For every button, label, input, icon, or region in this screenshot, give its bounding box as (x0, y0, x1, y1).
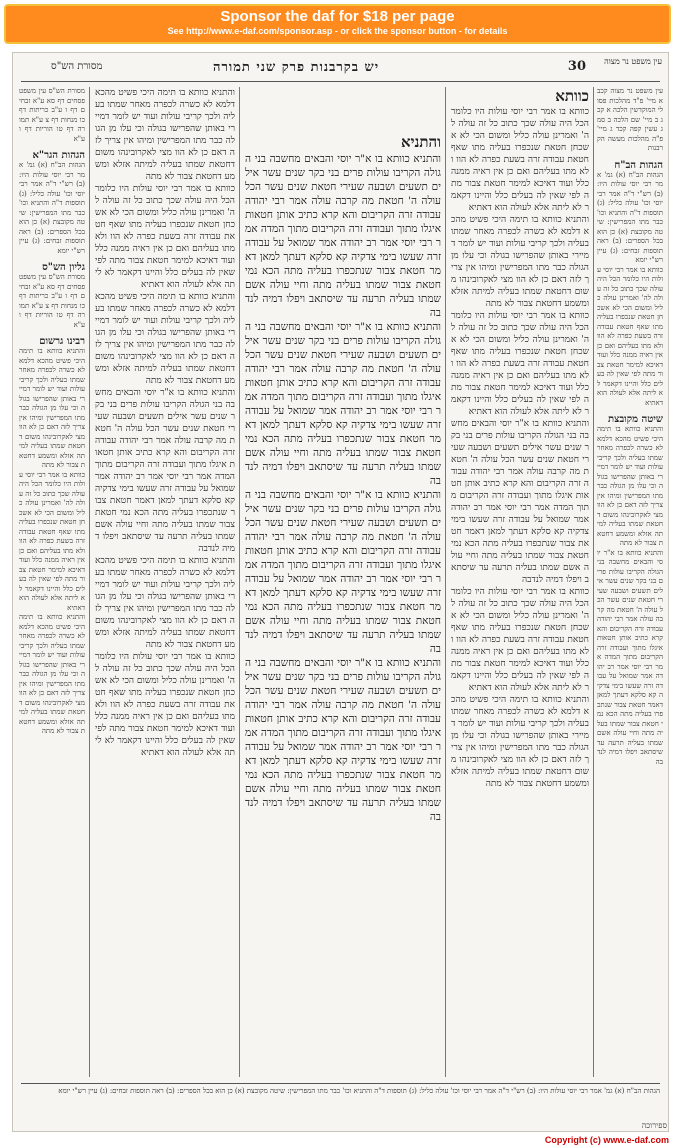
page-watermark: ספירוכה (641, 1121, 667, 1130)
shita-mekubetzet-label: שיטה מקובצת (608, 414, 663, 425)
rashi-divider (593, 87, 594, 1077)
rabbeinu-gershom-label: רבינו גרשום (39, 336, 85, 347)
talmud-page (12, 52, 669, 1132)
tosafot-text-2: כוותא בו אמר רבי יוסי עולות היו כלומר הכל היה עולה שכך כתוב כל זה עולה לה' ואמרינן עולה כליל ומשום הכי לא אשכחן חטאת שנכפרו בעליה מתו שאף חטאת עבודה זרה בשעת כפרה לא הוו ולא מתו בעליהם ואם כן אין ראיה ממנה כלל ועוד דאיכא למימר חטאת צבור מתה לפי שאין לה בעלים כלל והיינו דקאמר לא ליתה אלא לעולה הוא דאתיא (95, 184, 235, 290)
gemara-text: והתניא כוותא בו א"ר יוסי והבאים מחשבה בני הגולה הקריבו עולות פרים בני בקר שנים עשר אילים תשעים ושבעה שעירי חטאת שנים עשר הכל עולה ה' חטאת מה קרבה עולה אמר רבי יהודה עבודה זרה הקריבום והא קרא כתיב אותן חטאות איגלו מתוך ועבודה זרה הקריבום מתוך המדה אמר רבי יוסי אמר רב יהודה אמר שמואל על עבודה זרה שעשו בימי צדקיה קא סלקא דעתך למאן דאמר חטאת צבור שנתכפרו בעליה מתה הכא נמי חטאת צבור שמתו בעליה מתה וחיי עולה אשם שמתו בעליה תרעה עד שיסתאב ויפלו דמיה לנדבה (245, 153, 441, 319)
gemara-text-3: והתניא כוותא בו א"ר יוסי והבאים מחשבה בני הגולה הקריבו עולות פרים בני בקר שנים עשר אילים תשעים ושבעה שעירי חטאת שנים עשר הכל עולה ה' חטאת מה קרבה עולה אמר רבי יהודה עבודה זרה הקריבום והא קרא כתיב אותן חטאות איגלו מתוך ועבודה זרה הקריבום מתוך המדה אמר רבי יוסי אמר רב יהודה אמר שמואל על עבודה זרה שעשו בימי צדקיה קא סלקא דעתך למאן דאמר חטאת צבור שנתכפרו בעליה מתה הכא נמי חטאת צבור שמתו בעליה מתה וחיי עולה אשם שמתו בעליה תרעה עד שיסתאב ויפלו דמיה לנדבה (245, 489, 441, 655)
right-margin-text-2: כוותא בו אמר רבי יוסי עולות היו כלומר הכל היה עולה שכך כתוב כל זה עולה לה' ואמרינן עולה כליל ומשום הכי לא אשכחן חטאת שנכפרו בעליה מתו שאף חטאת עבודה זרה בשעת כפרה לא הוו ולא מתו בעליהם ואם כן אין ראיה ממנה כלל ועוד דאיכא למימר חטאת צבור מתה לפי שאין לה בעלים כלל והיינו דקאמר לא ליתה אלא לעולה הוא דאתיא (597, 265, 663, 407)
rabbeinu-gershom-text-2: כוותא בו אמר רבי יוסי עולות היו כלומר הכל היה עולה שכך כתוב כל זה עולה לה' ואמרינן עולה כליל ומשום הכי לא אשכחן חטאת שנכפרו בעליה מתו שאף חטאת עבודה זרה בשעת כפרה לא הוו ולא מתו בעליהם ואם כן אין ראיה ממנה כלל ועוד דאיכא למימר חטאת צבור מתה לפי שאין לה בעלים כלל והיינו דקאמר לא ליתה אלא לעולה הוא דאתיא (19, 470, 85, 612)
gemara-column (245, 133, 441, 1077)
sponsor-banner[interactable] (4, 4, 671, 44)
page-header (13, 57, 668, 81)
tosafot-divider (239, 87, 240, 1077)
page-number: 30 (567, 59, 586, 74)
tosafot-text-5: והתניא כוותא בו תימה היכי פשיט מהכא דלמא לא כשרה לכפרה מאחר שמתו בעליה ולכך קריבי עולות ועוד יש לומר דמיירי באותן שהפרישו בגולה וכי עלו מן הגולה כבר מתו המפרישין ומיהו אין צריך לזה דאם כן לא הוו מצי לאקרובינהו משום דחטאת שמתו בעליה למיתה אזלא ומשמע דחטאת צבור לא מתה (95, 556, 235, 650)
rabbeinu-gershom-text-3: והתניא כוותא בו תימה היכי פשיט מהכא דלמא לא כשרה לכפרה מאחר שמתו בעליה ולכך קריבי עולות ועוד יש לומר דמיירי באותן שהפרישו בגולה וכי עלו מן הגולה כבר מתו המפרישין ומיהו אין צריך לזה דאם כן לא הוו מצי לאקרובינהו משום דחטאת שמתו בעליה למיתה אזלא ומשמע דחטאת צבור לא מתה (19, 613, 85, 735)
rashi-text-5: כוותא בו אמר רבי יוסי עולות היו כלומר הכל היה עולה שכך כתוב כל זה עולה לה' ואמרינן עולה כליל ומשום הכי לא אשכחן חטאת שנכפרו בעליה מתו שאף חטאת עבודה זרה בשעת כפרה לא הוו ולא מתו בעליהם ואם כן אין ראיה ממנה כלל ועוד דאיכא למימר חטאת צבור מתה לפי שאין לה בעלים כלל והיינו דקאמר לא ליתה אלא לעולה הוא דאתיא (451, 587, 589, 693)
footer-divider (21, 1083, 660, 1084)
rashi-text-4: והתניא כוותא בו א"ר יוסי והבאים מחשבה בני הגולה הקריבו עולות פרים בני בקר שנים עשר אילים תשעים ושבעה שעירי חטאת שנים עשר הכל עולה ה' חטאת מה קרבה עולה אמר רבי יהודה עבודה זרה הקריבום והא קרא כתיב אותן חטאות איגלו מתוך ועבודה זרה הקריבום מתוך המדה אמר רבי יוסי אמר רב יהודה אמר שמואל על עבודה זרה שעשו בימי צדקיה קא סלקא דעתך למאן דאמר חטאת צבור שנתכפרו בעליה מתה הכא נמי חטאת צבור שמתו בעליה מתה וחיי עולה אשם שמתו בעליה תרעה עד שיסתאב ויפלו דמיה לנדבה (451, 419, 589, 585)
gemara-text-4: והתניא כוותא בו א"ר יוסי והבאים מחשבה בני הגולה הקריבו עולות פרים בני בקר שנים עשר אילים תשעים ושבעה שעירי חטאת שנים עשר הכל עולה ה' חטאת מה קרבה עולה אמר רבי יהודה עבודה זרה הקריבום והא קרא כתיב אותן חטאות איגלו מתוך ועבודה זרה הקריבום מתוך המדה אמר רבי יוסי אמר רב יהודה אמר שמואל על עבודה זרה שעשו בימי צדקיה קא סלקא דעתך למאן דאמר חטאת צבור שנתכפרו בעליה מתה הכא נמי חטאת צבור שמתו בעליה מתה וחיי עולה אשם שמתו בעליה תרעה עד שיסתאב ויפלו דמיה לנדבה (245, 657, 441, 823)
copyright-link[interactable]: Copyright (c) www.e-daf.com (544, 1135, 669, 1145)
rashi-text: כוותא בו אמר רבי יוסי עולות היו כלומר הכל היה עולה שכך כתוב כל זה עולה לה' ואמרינן עולה כליל ומשום הכי לא אשכחן חטאת שנכפרו בעליה מתו שאף חטאת עבודה זרה בשעת כפרה לא הוו ולא מתו בעליהם ואם כן אין ראיה ממנה כלל ועוד דאיכא למימר חטאת צבור מתה לפי שאין לה בעלים כלל והיינו דקאמר לא ליתה אלא לעולה הוא דאתיא (451, 107, 589, 213)
left-margin-text-3: מסורת הש"ס עין משפט פסחים דף סא ע"א זבחים דף ו ע"ב כריתות דף כו מנחות דף צ ע"א תמורה דף טו הוריות דף ו ע"א (19, 273, 85, 329)
rashi-lead-word: כוותא (555, 87, 589, 105)
tosafot-text: והתניא כוותא בו תימה היכי פשיט מהכא דלמא לא כשרה לכפרה מאחר שמתו בעליה ולכך קריבי עולות ועוד יש לומר דמיירי באותן שהפרישו בגולה וכי עלו מן הגולה כבר מתו המפרישין ומיהו אין צריך לזה דאם כן לא הוו מצי לאקרובינהו משום דחטאת שמתו בעליה למיתה אזלא ומשמע דחטאת צבור לא מתה (95, 88, 235, 182)
gemara-text-2: והתניא כוותא בו א"ר יוסי והבאים מחשבה בני הגולה הקריבו עולות פרים בני בקר שנים עשר אילים תשעים ושבעה שעירי חטאת שנים עשר הכל עולה ה' חטאת מה קרבה עולה אמר רבי יהודה עבודה זרה הקריבום והא קרא כתיב אותן חטאות איגלו מתוך ועבודה זרה הקריבום מתוך המדה אמר רבי יוסי אמר רב יהודה אמר שמואל על עבודה זרה שעשו בימי צדקיה קא סלקא דעתך למאן דאמר חטאת צבור שנתכפרו בעליה מתה הכא נמי חטאת צבור שמתו בעליה מתה וחיי עולה אשם שמתו בעליה תרעה עד שיסתאב ויפלו דמיה לנדבה (245, 321, 441, 487)
rashi-column (451, 87, 589, 1077)
tosafot-text-6: כוותא בו אמר רבי יוסי עולות היו כלומר הכל היה עולה שכך כתוב כל זה עולה לה' ואמרינן עולה כליל ומשום הכי לא אשכחן חטאת שנכפרו בעליה מתו שאף חטאת עבודה זרה בשעת כפרה לא הוו ולא מתו בעליהם ואם כן אין ראיה ממנה כלל ועוד דאיכא למימר חטאת צבור מתה לפי שאין לה בעלים כלל והיינו דקאמר לא ליתה אלא לעולה הוא דאתיא (95, 652, 235, 758)
sponsor-banner-subtitle[interactable]: See http://www.e-daf.com/sponsor.asp - or click the sponsor button - for details (167, 26, 508, 36)
right-margin-text-3: והתניא כוותא בו א"ר יוסי והבאים מחשבה בני הגולה הקריבו עולות פרים בני בקר שנים עשר אילים תשעים ושבעה שעירי חטאת שנים עשר הכל עולה ה' חטאת מה קרבה עולה אמר רבי יהודה עבודה זרה הקריבום והא קרא כתיב אותן חטאות איגלו מתוך ועבודה זרה הקריבום מתוך המדה אמר רבי יוסי אמר רב יהודה אמר שמואל על עבודה זרה שעשו בימי צדקיה קא סלקא דעתך למאן דאמר חטאת צבור שנתכפרו בעליה מתה הכא נמי חטאת צבור שמתו בעליה מתה וחיי עולה אשם שמתו בעליה תרעה עד שיסתאב ויפלו דמיה לנדבה (597, 548, 663, 766)
shita-mekubetzet-text: והתניא כוותא בו תימה היכי פשיט מהכא דלמא לא כשרה לכפרה מאחר שמתו בעליה ולכך קריבי עולות ועוד יש לומר דמיירי באותן שהפרישו בגולה וכי עלו מן הגולה כבר מתו המפרישין ומיהו אין צריך לזה דאם כן לא הוו מצי לאקרובינהו משום דחטאת שמתו בעליה למיתה אזלא ומשמע דחטאת צבור לא מתה (597, 425, 663, 547)
gilyon-label: גליון הש"ס (42, 262, 85, 273)
tractate-chapter-title: יש בקרבנות פרק שני תמורה (213, 60, 380, 75)
left-margin-text-2: הגהות הב"ח (א) גמ' אמר רבי יוסי עולות היו: (ב) רש"י ד"ה אמר רבי יוסי וכו' עולה כליל: (ג) תוספות ד"ה והתניא וכו' כבר מתו המפרישין: שיטה מקובצת (א) כן הוא בכל הספרים: (ב) ראה תוספות זבחים: (ג) עיין רש"י יומא (19, 161, 85, 255)
rashi-text-3: כוותא בו אמר רבי יוסי עולות היו כלומר הכל היה עולה שכך כתוב כל זה עולה לה' ואמרינן עולה כליל ומשום הכי לא אשכחן חטאת שנכפרו בעליה מתו שאף חטאת עבודה זרה בשעת כפרה לא הוו ולא מתו בעליהם ואם כן אין ראיה ממנה כלל ועוד דאיכא למימר חטאת צבור מתה לפי שאין לה בעלים כלל והיינו דקאמר לא ליתה אלא לעולה הוא דאתיא (451, 311, 589, 417)
tosafot-text-3: והתניא כוותא בו תימה היכי פשיט מהכא דלמא לא כשרה לכפרה מאחר שמתו בעליה ולכך קריבי עולות ועוד יש לומר דמיירי באותן שהפרישו בגולה וכי עלו מן הגולה כבר מתו המפרישין ומיהו אין צריך לזה דאם כן לא הוו מצי לאקרובינהו משום דחטאת שמתו בעליה למיתה אזלא ומשמע דחטאת צבור לא מתה (95, 292, 235, 386)
left-margin-text: מסורת הש"ס עין משפט פסחים דף סא ע"א זבחים דף ו ע"ב כריתות דף כו מנחות דף צ ע"א תמורה דף טו הוריות דף ו ע"א (19, 87, 85, 143)
footer-notes-text: הגהות הב"ח (א) גמ' אמר רבי יוסי עולות היו: (ב) רש"י ד"ה אמר רבי יוסי וכו' עולה כליל: (ג) תוספות ד"ה והתניא וכו' כבר מתו המפרישין: שיטה מקובצת (א) כן הוא בכל הספרים: (ב) ראה תוספות זבחים: (ג) עיין רש"י יומא (58, 1087, 660, 1095)
tosafot-column (95, 87, 235, 1077)
hagahot-gra-label: הגהות הגר"א (32, 150, 85, 161)
header-left-label: מסורת הש"ס (51, 61, 103, 72)
header-right-label: עין משפט נר מצוה (604, 57, 662, 66)
rashi-text-2: והתניא כוותא בו תימה היכי פשיט מהכא דלמא לא כשרה לכפרה מאחר שמתו בעליה ולכך קריבי עולות ועוד יש לומר דמיירי באותן שהפרישו בגולה וכי עלו מן הגולה כבר מתו המפרישין ומיהו אין צריך לזה דאם כן לא הוו מצי לאקרובינהו משום דחטאת שמתו בעליה למיתה אזלא ומשמע דחטאת צבור לא מתה (451, 215, 589, 309)
hagahot-bach-label: הגהות הב"ח (614, 159, 663, 171)
sponsor-banner-title[interactable]: Sponsor the daf for $18 per page (220, 8, 455, 25)
right-margin-column (597, 87, 663, 1077)
ein-mishpat-text: עין משפט נר מצוה קכב א מיי' פ"ד מהלכות פסולי המוקדשין הלכה א קכג ב מיי' שם הלכה ב סמג עשין קפה קכד ג מיי' פ"ה מהלכות מעשה הקרבנות (597, 87, 663, 152)
left-margin-column (19, 87, 85, 1077)
footer-notes (21, 1087, 660, 1125)
rashi-text-6: והתניא כוותא בו תימה היכי פשיט מהכא דלמא לא כשרה לכפרה מאחר שמתו בעליה ולכך קריבי עולות ועוד יש לומר דמיירי באותן שהפרישו בגולה וכי עלו מן הגולה כבר מתו המפרישין ומיהו אין צריך לזה דאם כן לא הוו מצי לאקרובינהו משום דחטאת שמתו בעליה למיתה אזלא ומשמע דחטאת צבור לא מתה (451, 695, 589, 789)
tosafot-text-4: והתניא כוותא בו א"ר יוסי והבאים מחשבה בני הגולה הקריבו עולות פרים בני בקר שנים עשר אילים תשעים ושבעה שעירי חטאת שנים עשר הכל עולה ה' חטאת מה קרבה עולה אמר רבי יהודה עבודה זרה הקריבום והא קרא כתיב אותן חטאות איגלו מתוך ועבודה זרה הקריבום מתוך המדה אמר רבי יוסי אמר רב יהודה אמר שמואל על עבודה זרה שעשו בימי צדקיה קא סלקא דעתך למאן דאמר חטאת צבור שנתכפרו בעליה מתה הכא נמי חטאת צבור שמתו בעליה מתה וחיי עולה אשם שמתו בעליה תרעה עד שיסתאב ויפלו דמיה לנדבה (95, 388, 235, 554)
left-divider (89, 87, 90, 1077)
hagahot-bach-text: הגהות הב"ח (א) גמ' אמר רבי יוסי עולות היו: (ב) רש"י ד"ה אמר רבי יוסי וכו' עולה כליל: (ג) תוספות ד"ה והתניא וכו' כבר מתו המפרישין: שיטה מקובצת (א) כן הוא בכל הספרים: (ב) ראה תוספות זבחים: (ג) עיין רש"י יומא (597, 170, 663, 264)
header-divider (21, 81, 660, 82)
gemara-lead-word: והתניא (400, 133, 441, 151)
rabbeinu-gershom-text: והתניא כוותא בו תימה היכי פשיט מהכא דלמא לא כשרה לכפרה מאחר שמתו בעליה ולכך קריבי עולות ועוד יש לומר דמיירי באותן שהפרישו בגולה וכי עלו מן הגולה כבר מתו המפרישין ומיהו אין צריך לזה דאם כן לא הוו מצי לאקרובינהו משום דחטאת שמתו בעליה למיתה אזלא ומשמע דחטאת צבור לא מתה (19, 347, 85, 469)
gemara-divider (445, 87, 446, 1077)
